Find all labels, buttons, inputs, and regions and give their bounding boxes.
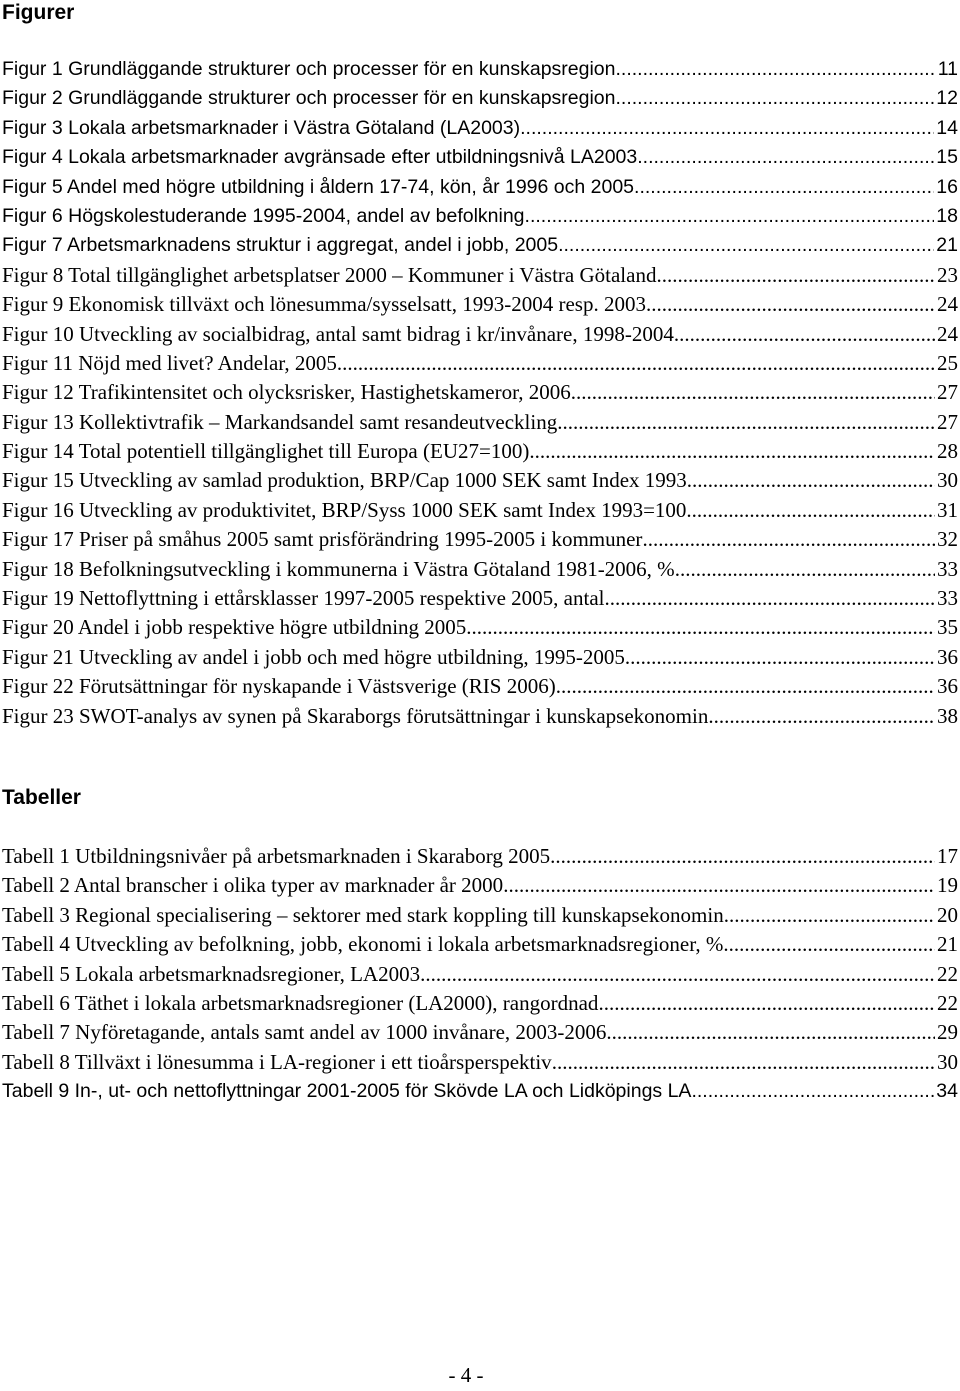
table-entry-page-number: 19 (937, 873, 958, 898)
figure-entry[interactable] (2, 496, 958, 525)
table-entry[interactable] (2, 1077, 958, 1106)
figure-entry-page-number: 36 (937, 674, 958, 699)
dot-leader (625, 643, 935, 672)
dot-leader (520, 114, 934, 143)
dot-leader (503, 871, 935, 900)
table-entry-page-number: 17 (937, 844, 958, 868)
table-entry[interactable] (2, 871, 958, 900)
figure-entry-page-number: 24 (937, 321, 958, 346)
figures-list (2, 55, 958, 731)
figure-entry-page-number: 31 (937, 497, 958, 522)
figure-entry-page-number: 33 (937, 556, 958, 581)
tables-list (2, 842, 958, 1107)
figure-entry-title: Figur 9 Ekonomisk tillväxt och lönesumma/sysselsatt, 1993-2004 resp. 2003 (2, 292, 646, 317)
figure-entry[interactable] (2, 643, 958, 672)
dot-leader (646, 290, 935, 319)
figure-entry-page-number: 14 (936, 116, 958, 139)
figure-entry[interactable] (2, 84, 958, 113)
figure-entry-title: Figur 10 Utveckling av socialbidrag, antal samt bidrag i kr/invånare, 1998-2004 (2, 321, 674, 346)
dot-leader (606, 1018, 935, 1047)
figure-entry-page-number: 33 (937, 586, 958, 611)
figure-entry-title: Figur 1 Grundläggande strukturer och processer för en kunskapsregion (2, 58, 616, 80)
figure-entry-page-number: 21 (936, 234, 958, 257)
dot-leader (634, 173, 934, 202)
figure-entry-title: Figur 20 Andel i jobb respektive högre utbildning 2005 (2, 615, 467, 640)
table-entry-title: Tabell 2 Antal branscher i olika typer av marknader år 2000 (2, 873, 504, 898)
dot-leader (674, 320, 935, 349)
figure-entry-page-number: 35 (937, 615, 958, 640)
figure-entry-title: Figur 11 Nöjd med livet? Andelar, 2005 (2, 350, 337, 375)
dot-leader (571, 378, 935, 407)
table-entry-page-number: 21 (937, 932, 958, 957)
figure-entry[interactable] (2, 702, 958, 731)
table-entry[interactable] (2, 901, 958, 930)
dot-leader (557, 408, 935, 437)
dot-leader (708, 702, 935, 731)
figure-entry-page-number: 23 (937, 262, 958, 287)
table-entry-page-number: 22 (937, 990, 958, 1015)
figure-entry-title: Figur 18 Befolkningsutveckling i kommunerna i Västra Götaland 1981-2006, % (2, 556, 675, 581)
figure-entry-title: Figur 23 SWOT-analys av synen på Skaraborgs förutsättningar i kunskapsekonomin (2, 703, 709, 728)
figure-entry-title: Figur 8 Total tillgänglighet arbetsplatser 2000 – Kommuner i Västra Götaland (2, 262, 657, 287)
figure-entry-page-number: 28 (937, 439, 958, 464)
dot-leader (525, 202, 935, 231)
dot-leader (724, 901, 935, 930)
table-entry-title: Tabell 6 Täthet i lokala arbetsmarknadsregioner (LA2000), rangordnad (2, 990, 599, 1015)
dot-leader (686, 496, 935, 525)
table-entry-title: Tabell 9 In-, ut- och nettoflyttningar 2001-2005 för Skövde LA och Lidköpings LA (2, 1080, 692, 1103)
table-entry-page-number: 34 (936, 1080, 958, 1103)
table-entry[interactable] (2, 960, 958, 989)
dot-leader (529, 437, 935, 466)
figure-entry-title: Figur 3 Lokala arbetsmarknader i Västra Götaland (LA2003) (2, 116, 521, 139)
figure-entry[interactable] (2, 202, 958, 231)
figure-entry-title: Figur 19 Nettoflyttning i ettårsklasser 1997-2005 respektive 2005, antal (2, 586, 605, 611)
figure-entry[interactable] (2, 466, 958, 495)
figure-entry-title: Figur 22 Förutsättningar för nyskapande i Västsverige (RIS 2006) (2, 674, 556, 699)
figure-entry-page-number: 27 (937, 380, 958, 405)
table-entry-page-number: 22 (937, 961, 958, 986)
figure-entry-page-number: 15 (936, 146, 958, 169)
figure-entry-page-number: 12 (936, 87, 958, 110)
figure-entry[interactable] (2, 672, 958, 701)
figure-entry-page-number: 32 (937, 527, 958, 552)
table-entry-title: Tabell 8 Tillväxt i lönesumma i LA-regioner i ett tioårsperspektiv (2, 1049, 552, 1074)
figure-entry-title: Figur 7 Arbetsmarknadens struktur i aggregat, andel i jobb, 2005 (2, 234, 559, 257)
dot-leader (420, 960, 935, 989)
figure-entry-title: Figur 13 Kollektivtrafik – Markandsandel samt resandeutveckling (2, 409, 558, 434)
figure-entry[interactable] (2, 525, 958, 554)
figure-entry[interactable] (2, 320, 958, 349)
dot-leader (466, 613, 935, 642)
figure-entry[interactable] (2, 408, 958, 437)
figure-entry-title: Figur 4 Lokala arbetsmarknader avgränsade efter utbildningsnivå LA2003 (2, 146, 638, 169)
figure-entry-title: Figur 5 Andel med högre utbildning i åldern 17-74, kön, år 1996 och 2005 (2, 175, 635, 198)
figure-entry-page-number: 25 (937, 350, 958, 375)
table-entry-title: Tabell 1 Utbildningsnivåer på arbetsmarknaden i Skaraborg 2005 (2, 844, 551, 868)
dot-leader (656, 261, 935, 290)
figure-entry[interactable] (2, 173, 958, 202)
dot-leader (642, 525, 935, 554)
table-entry-title: Tabell 4 Utveckling av befolkning, jobb, ekonomi i lokala arbetsmarknadsregioner, % (2, 932, 724, 957)
table-entry-page-number: 30 (937, 1049, 958, 1074)
figure-entry-page-number: 24 (937, 292, 958, 317)
figure-entry[interactable] (2, 290, 958, 319)
dot-leader (691, 1077, 934, 1106)
figure-entry[interactable] (2, 261, 958, 290)
dot-leader (337, 349, 935, 378)
figure-entry-page-number: 18 (936, 204, 958, 227)
dot-leader (556, 672, 935, 701)
figure-entry-title: Figur 14 Total potentiell tillgänglighet till Europa (EU27=100) (2, 439, 530, 464)
figure-entry[interactable] (2, 349, 958, 378)
figure-entry-title: Figur 16 Utveckling av produktivitet, BRP/Syss 1000 SEK samt Index 1993=100 (2, 497, 687, 522)
figure-entry-title: Figur 6 Högskolestuderande 1995-2004, andel av befolkning (2, 204, 525, 227)
figure-entry[interactable] (2, 437, 958, 466)
dot-leader (558, 231, 934, 260)
figure-entry[interactable] (2, 231, 958, 260)
dot-leader (550, 842, 935, 871)
dot-leader (675, 555, 935, 584)
table-entry-page-number: 29 (937, 1020, 958, 1045)
table-entry[interactable] (2, 930, 958, 959)
dot-leader (552, 1048, 935, 1077)
dot-leader (723, 930, 935, 959)
figure-entry-page-number: 38 (937, 703, 958, 728)
figure-entry[interactable] (2, 555, 958, 584)
dot-leader (637, 143, 934, 172)
table-entry-title: Tabell 5 Lokala arbetsmarknadsregioner, LA2003 (2, 961, 421, 986)
table-entry[interactable] (2, 1048, 958, 1077)
figure-entry[interactable] (2, 114, 958, 143)
figure-entry-title: Figur 15 Utveckling av samlad produktion, BRP/Cap 1000 SEK samt Index 1993 (2, 468, 687, 493)
table-entry[interactable] (2, 842, 958, 871)
page-number: - 4 - (448, 1363, 484, 1387)
dot-leader (616, 55, 936, 84)
dot-leader (598, 989, 935, 1018)
dot-leader (616, 84, 935, 113)
figure-entry-title: Figur 2 Grundläggande strukturer och processer för en kunskapsregion (2, 87, 616, 110)
table-entry[interactable] (2, 989, 958, 1018)
figure-entry-page-number: 36 (937, 644, 958, 669)
table-entry-title: Tabell 3 Regional specialisering – sektorer med stark koppling till kunskapsekonomin (2, 902, 724, 927)
table-entry[interactable] (2, 1018, 958, 1047)
figure-entry-page-number: 16 (936, 175, 958, 198)
dot-leader (687, 466, 935, 495)
figure-entry[interactable] (2, 378, 958, 407)
figure-entry[interactable] (2, 55, 958, 84)
figures-heading: Figurer (2, 1, 75, 24)
figure-entry-title: Figur 12 Trafikintensitet och olycksrisker, Hastighetskameror, 2006 (2, 380, 571, 405)
table-entry-title: Tabell 7 Nyföretagande, antals samt andel av 1000 invånare, 2003-2006 (2, 1020, 607, 1045)
figure-entry[interactable] (2, 613, 958, 642)
dot-leader (604, 584, 935, 613)
figure-entry-page-number: 11 (937, 58, 958, 80)
table-entry-page-number: 20 (937, 902, 958, 927)
figure-entry-title: Figur 17 Priser på småhus 2005 samt prisförändring 1995-2005 i kommuner (2, 527, 643, 552)
figure-entry[interactable] (2, 584, 958, 613)
figure-entry-page-number: 30 (937, 468, 958, 493)
figure-entry-title: Figur 21 Utveckling av andel i jobb och med högre utbildning, 1995-2005 (2, 644, 625, 669)
figure-entry-page-number: 27 (937, 409, 958, 434)
tables-heading: Tabeller (2, 786, 81, 809)
figure-entry[interactable] (2, 143, 958, 172)
